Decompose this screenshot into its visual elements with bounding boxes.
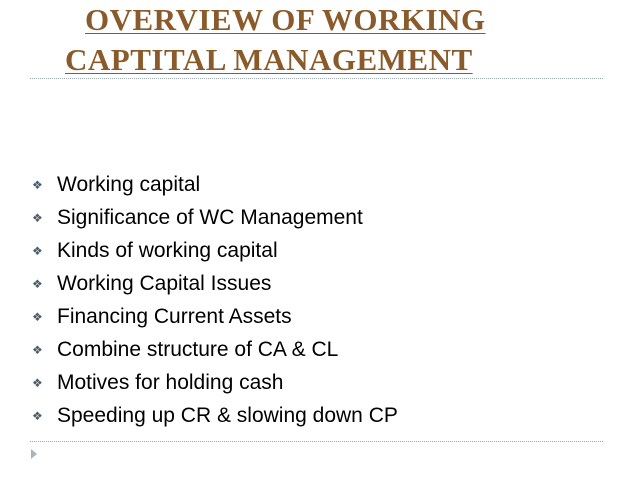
- bullet-text: Combine structure of CA & CL: [57, 337, 339, 361]
- slide-title-line-1: OVERVIEW OF WORKING: [85, 2, 486, 37]
- bullet-text: Motives for holding cash: [57, 370, 284, 394]
- bullet-item: [32, 300, 398, 333]
- bullet-item: [32, 201, 398, 234]
- bullet-text: Financing Current Assets: [57, 304, 292, 328]
- bullet-item: [32, 234, 398, 267]
- bullet-text: Working Capital Issues: [57, 271, 272, 295]
- diamond-bullet-icon: ❖: [32, 276, 43, 291]
- bullet-item: [32, 333, 398, 366]
- bullet-item: [32, 399, 398, 432]
- slide-title: [60, 0, 580, 80]
- diamond-bullet-icon: ❖: [32, 408, 43, 423]
- diamond-bullet-icon: ❖: [32, 309, 43, 324]
- bullet-text: Significance of WC Management: [57, 205, 363, 229]
- diamond-bullet-icon: ❖: [32, 342, 43, 357]
- slide-title-line-2: CAPTITAL MANAGEMENT: [65, 42, 473, 77]
- diamond-bullet-icon: ❖: [32, 210, 43, 225]
- diamond-bullet-icon: ❖: [32, 177, 43, 192]
- bullet-text: Working capital: [57, 172, 201, 196]
- bullet-list: [32, 168, 398, 432]
- diamond-bullet-icon: ❖: [32, 243, 43, 258]
- bottom-divider: [30, 441, 603, 442]
- top-divider: [30, 78, 603, 79]
- diamond-bullet-icon: ❖: [32, 375, 43, 390]
- corner-arrow-icon: [31, 449, 37, 459]
- bullet-item: [32, 366, 398, 399]
- bullet-text: Kinds of working capital: [57, 238, 278, 262]
- bullet-text: Speeding up CR & slowing down CP: [57, 403, 398, 427]
- bullet-item: [32, 267, 398, 300]
- bullet-item: [32, 168, 398, 201]
